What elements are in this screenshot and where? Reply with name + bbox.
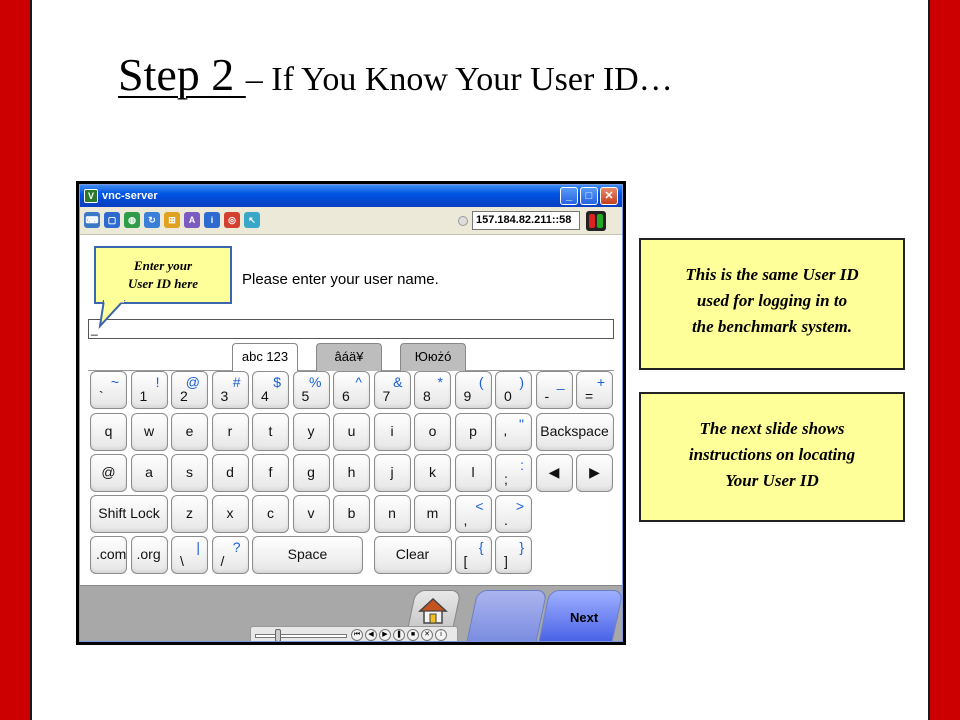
shift-lock-key-label: Shift Lock	[98, 505, 160, 521]
note2-line-3: Your User ID	[725, 471, 819, 490]
key-rbracket[interactable]	[495, 536, 532, 574]
key-comma-primary: ,	[463, 512, 468, 528]
address-field[interactable]: 157.184.82.211::58	[472, 211, 580, 230]
key-s-label: s	[186, 464, 193, 480]
skip-back-icon[interactable]: ⏮	[351, 629, 363, 641]
key-backslash-primary: \	[180, 553, 184, 569]
key-quote-primary: '	[504, 430, 507, 446]
key-7-row1[interactable]	[374, 371, 411, 409]
key-semicolon-shift: :	[520, 457, 524, 473]
dot-org-key-label: .org	[136, 546, 161, 562]
note1-line-1: This is the same User ID	[685, 265, 859, 284]
key-c[interactable]	[252, 495, 289, 533]
key-semicolon[interactable]	[495, 454, 532, 492]
key-semicolon-primary: ;	[504, 471, 508, 487]
tab-cyrillic[interactable]: Ююżó	[400, 343, 466, 371]
key-b[interactable]	[333, 495, 370, 533]
tab-abc[interactable]: abc 123	[232, 343, 298, 371]
note2-line-1: The next slide shows	[699, 419, 845, 438]
key-u-label: u	[347, 423, 356, 439]
key-g[interactable]	[293, 454, 330, 492]
key-2-row1-shift: @	[185, 374, 200, 390]
key-8-row1-primary: 8	[423, 388, 431, 404]
key-backslash[interactable]	[171, 536, 208, 574]
slide-title-rest: – If You Know Your User ID…	[245, 61, 673, 98]
key-12-row1-shift: +	[596, 374, 605, 390]
clear-key-label: Clear	[395, 546, 430, 562]
key-5-row1-primary: 5	[301, 388, 310, 404]
key-backslash-shift: |	[196, 539, 200, 555]
key-f[interactable]	[252, 454, 289, 492]
key-8-row1-shift: *	[437, 374, 443, 390]
key-rbracket-primary: ]	[504, 553, 508, 569]
key-at[interactable]	[90, 454, 127, 492]
shift-lock-key[interactable]	[90, 495, 168, 533]
key-i[interactable]	[374, 413, 411, 451]
spellcheck-icon[interactable]: A	[184, 212, 200, 228]
key-10-row1-shift: )	[519, 374, 524, 390]
network-icon[interactable]: ◎	[224, 212, 240, 228]
window-controls	[560, 187, 618, 205]
key-comma[interactable]	[455, 495, 492, 533]
note1-line-3: the benchmark system.	[691, 317, 853, 336]
arrow-right-key-label: ▶	[589, 464, 600, 480]
media-controls	[250, 626, 458, 642]
key-8-row1[interactable]	[414, 371, 451, 409]
key-7-row1-primary: 7	[382, 388, 391, 404]
key-lbracket-primary: [	[463, 553, 468, 569]
key-0-row1-shift: ~	[110, 374, 119, 390]
key-x-label: x	[226, 505, 234, 521]
callout-text	[96, 257, 230, 293]
key-e-label: e	[185, 423, 194, 439]
refresh-icon[interactable]: ↻	[144, 212, 160, 228]
dot-org-key[interactable]	[131, 536, 168, 574]
key-d-label: d	[226, 464, 234, 480]
key-x[interactable]	[212, 495, 249, 533]
key-i-label: i	[390, 423, 394, 439]
media-seek-track[interactable]	[255, 634, 347, 638]
key-period-primary: .	[504, 512, 508, 528]
vnc-toolbar	[80, 207, 622, 235]
username-prompt: Please enter your user name.	[242, 271, 439, 288]
play-icon[interactable]: ▶	[379, 629, 391, 641]
key-u[interactable]	[333, 413, 370, 451]
key-rbracket-shift: }	[519, 539, 524, 555]
media-seek-thumb[interactable]	[275, 629, 281, 642]
key-1-row1-primary: 1	[139, 388, 148, 404]
globe-icon[interactable]: ◍	[124, 212, 140, 228]
key-k[interactable]	[414, 454, 451, 492]
key-11-row1-shift: _	[556, 374, 565, 390]
slide-title-step: Step 2	[118, 49, 246, 100]
key-5-row1-shift: %	[309, 374, 322, 390]
key-y[interactable]	[293, 413, 330, 451]
key-c-label: c	[267, 505, 274, 521]
key-l[interactable]	[455, 454, 492, 492]
home-icon	[418, 596, 448, 626]
bottom-nav-bar	[80, 585, 622, 642]
key-3-row1-shift: #	[232, 374, 241, 390]
key-w-label: w	[143, 423, 155, 439]
key-b-label: b	[347, 505, 356, 521]
key-l-label: l	[471, 464, 475, 480]
window-titlebar[interactable]	[80, 185, 622, 207]
next-button-label: Next	[570, 610, 599, 625]
key-11-row1-primary: -	[544, 388, 550, 404]
pointer-icon[interactable]: ↖	[244, 212, 260, 228]
key-7-row1-shift: &	[393, 374, 403, 390]
stop-icon[interactable]: ■	[407, 629, 419, 641]
arrow-right-key[interactable]	[576, 454, 613, 492]
key-z[interactable]	[171, 495, 208, 533]
key-slash[interactable]	[212, 536, 249, 574]
key-h-label: h	[347, 464, 356, 480]
windows-logo-icon[interactable]: ⊞	[164, 212, 180, 228]
key-quote[interactable]	[495, 413, 532, 451]
key-w[interactable]	[131, 413, 168, 451]
dot-com-key[interactable]	[90, 536, 127, 574]
key-6-row1-primary: 6	[342, 388, 350, 404]
key-k-label: k	[429, 464, 436, 480]
media-buttons	[351, 629, 447, 641]
media-info-icon[interactable]: i	[435, 629, 447, 641]
key-o-label: o	[428, 423, 437, 439]
key-9-row1-shift: (	[478, 374, 484, 390]
key-r-label: r	[227, 423, 233, 439]
keyboard-icon[interactable]: ⌨	[84, 212, 100, 228]
arrow-left-key[interactable]	[536, 454, 573, 492]
backspace-key[interactable]	[536, 413, 614, 451]
key-y-label: y	[307, 423, 315, 439]
note2-line-2: instructions on locating	[688, 445, 856, 464]
key-g-label: g	[307, 464, 315, 480]
key-9-row1-primary: 9	[463, 388, 472, 404]
pause-icon[interactable]: ❚	[393, 629, 405, 641]
key-s[interactable]	[171, 454, 208, 492]
key-period[interactable]	[495, 495, 532, 533]
close-button[interactable]: ✕	[600, 187, 618, 205]
key-4-row1-shift: $	[273, 374, 281, 390]
note1-line-2: used for logging in to	[696, 291, 848, 310]
key-e[interactable]	[171, 413, 208, 451]
key-a[interactable]	[131, 454, 168, 492]
key-r[interactable]	[212, 413, 249, 451]
key-m-label: m	[426, 505, 439, 521]
key-6-row1-shift: ^	[355, 374, 362, 390]
key-at-label: @	[101, 464, 116, 480]
maximize-button[interactable]: □	[580, 187, 598, 205]
key-d[interactable]	[212, 454, 249, 492]
back-button[interactable]	[466, 590, 547, 642]
keyboard-tabs	[88, 343, 614, 371]
key-3-row1-primary: 3	[220, 388, 229, 404]
key-10-row1[interactable]	[495, 371, 532, 409]
traffic-light-icon	[586, 211, 606, 231]
slide-title	[118, 48, 673, 101]
space-key-label: Space	[287, 546, 328, 562]
key-4-row1[interactable]	[252, 371, 289, 409]
dot-com-key-label: .com	[96, 546, 127, 562]
connection-status-icon	[458, 216, 468, 226]
key-p[interactable]	[455, 413, 492, 451]
key-n[interactable]	[374, 495, 411, 533]
key-11-row1[interactable]	[536, 371, 573, 409]
key-lbracket-shift: {	[478, 539, 484, 555]
key-j[interactable]	[374, 454, 411, 492]
key-2-row1[interactable]	[171, 371, 208, 409]
key-comma-shift: <	[475, 498, 484, 514]
left-red-bar	[0, 0, 32, 720]
right-red-bar	[928, 0, 960, 720]
key-p-label: p	[469, 423, 477, 439]
window-icon[interactable]: ▢	[104, 212, 120, 228]
same-user-id-note	[639, 238, 905, 370]
key-1-row1[interactable]	[131, 371, 168, 409]
key-3-row1[interactable]	[212, 371, 249, 409]
key-0-row1-primary: `	[99, 388, 104, 404]
toolbar-icons	[84, 212, 260, 228]
key-5-row1[interactable]	[293, 371, 330, 409]
key-10-row1-primary: 0	[504, 388, 512, 404]
enter-id-callout	[94, 246, 232, 304]
rewind-icon[interactable]: ◀	[365, 629, 377, 641]
key-slash-shift: ?	[232, 539, 241, 555]
key-v[interactable]	[293, 495, 330, 533]
username-input[interactable]: _	[88, 319, 614, 339]
space-key[interactable]	[252, 536, 363, 574]
key-f-label: f	[268, 464, 273, 480]
key-o[interactable]	[414, 413, 451, 451]
key-v-label: v	[307, 505, 315, 521]
minimize-button[interactable]: _	[560, 187, 578, 205]
clear-key[interactable]	[374, 536, 452, 574]
info-icon[interactable]: i	[204, 212, 220, 228]
key-2-row1-primary: 2	[180, 388, 188, 404]
key-6-row1[interactable]	[333, 371, 370, 409]
key-h[interactable]	[333, 454, 370, 492]
window-title: vnc-server	[102, 190, 158, 202]
key-n-label: n	[388, 505, 396, 521]
key-j-label: j	[390, 464, 394, 480]
key-quote-shift: "	[519, 416, 524, 432]
callout-line-1: Enter your	[133, 258, 193, 273]
key-lbracket[interactable]	[455, 536, 492, 574]
key-q[interactable]	[90, 413, 127, 451]
key-1-row1-shift: !	[155, 374, 160, 390]
tab-accented[interactable]: âáä¥	[316, 343, 382, 371]
key-m[interactable]	[414, 495, 451, 533]
key-12-row1-primary: =	[585, 388, 594, 404]
key-4-row1-primary: 4	[261, 388, 269, 404]
arrow-left-key-label: ◀	[548, 464, 560, 480]
key-period-shift: >	[515, 498, 524, 514]
close-media-icon[interactable]: ✕	[421, 629, 433, 641]
callout-line-2: User ID here	[127, 276, 199, 291]
next-slide-note	[639, 392, 905, 522]
key-q-label: q	[104, 423, 113, 439]
key-12-row1[interactable]	[576, 371, 613, 409]
key-z-label: z	[186, 505, 193, 521]
key-0-row1[interactable]	[90, 371, 127, 409]
key-9-row1[interactable]	[455, 371, 492, 409]
key-t-label: t	[268, 423, 273, 439]
backspace-key-label: Backspace	[540, 423, 609, 439]
key-t[interactable]	[252, 413, 289, 451]
key-slash-primary: /	[220, 553, 225, 569]
vnc-app-icon: V	[84, 189, 98, 203]
callout-pointer	[98, 300, 138, 330]
key-a-label: a	[145, 464, 153, 480]
